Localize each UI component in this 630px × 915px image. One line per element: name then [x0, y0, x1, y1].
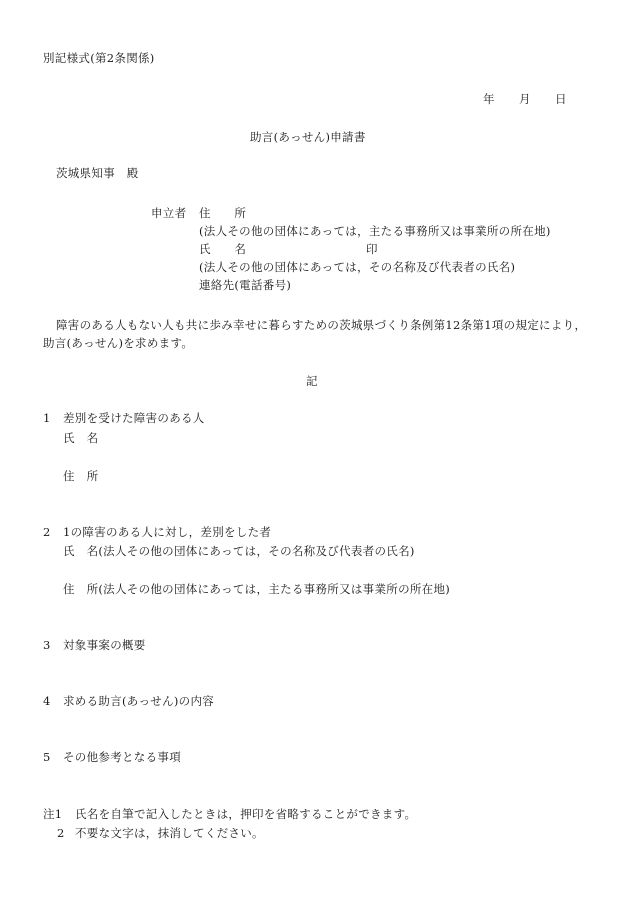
form-reference: 別記様式(第2条関係): [43, 51, 155, 65]
note-1-label: 注1: [43, 807, 63, 821]
addressee: 茨城県知事 殿: [56, 166, 139, 180]
applicant-address-note: (法人その他の団体にあっては，主たる事務所又は事業所の所在地): [199, 224, 551, 238]
item-1-name-field: 氏 名: [63, 431, 99, 445]
item-2-number: 2: [43, 525, 51, 539]
note-2-text: 不要な文字は，抹消してください。: [75, 826, 264, 840]
item-5-title: その他参考となる事項: [63, 750, 181, 764]
note-1-text: 氏名を自筆で記入したときは，押印を省略することができます。: [75, 807, 417, 821]
body-text-line-1: 障害のある人もない人も共に歩み幸せに暮らすための茨城県づくり条例第12条第1項の規定により，: [56, 318, 587, 332]
date-month: 月: [519, 92, 531, 106]
item-4-title: 求める助言(あっせん)の内容: [63, 694, 215, 708]
note-2-label: 2: [57, 826, 65, 840]
item-2-title: 1の障害のある人に対し，差別をした者: [63, 525, 272, 539]
document-title: 助言(あっせん)申請書: [250, 130, 366, 144]
item-1-number: 1: [43, 411, 51, 425]
item-3-title: 対象事案の概要: [63, 638, 146, 652]
applicant-name-note: (法人その他の団体にあっては，その名称及び代表者の氏名): [199, 260, 516, 274]
applicant-heading: 申立者: [151, 206, 187, 220]
date-day: 日: [555, 92, 567, 106]
ki-heading: 記: [306, 374, 318, 388]
item-1-address-field: 住 所: [63, 469, 99, 483]
applicant-name-label: 氏 名: [199, 242, 247, 256]
seal-mark: 印: [366, 242, 378, 256]
item-3-number: 3: [43, 638, 51, 652]
item-2-name-field: 氏 名(法人その他の団体にあっては，その名称及び代表者の氏名): [63, 544, 415, 558]
applicant-address-label: 住 所: [199, 206, 247, 220]
item-2-address-field: 住 所(法人その他の団体にあっては，主たる事務所又は事業所の所在地): [63, 582, 451, 596]
body-text-line-2: 助言(あっせん)を求めます。: [43, 336, 194, 350]
date-year: 年: [483, 92, 495, 106]
item-1-title: 差別を受けた障害のある人: [63, 411, 205, 425]
item-4-number: 4: [43, 694, 51, 708]
item-5-number: 5: [43, 750, 51, 764]
applicant-contact-label: 連絡先(電話番号): [199, 278, 292, 292]
